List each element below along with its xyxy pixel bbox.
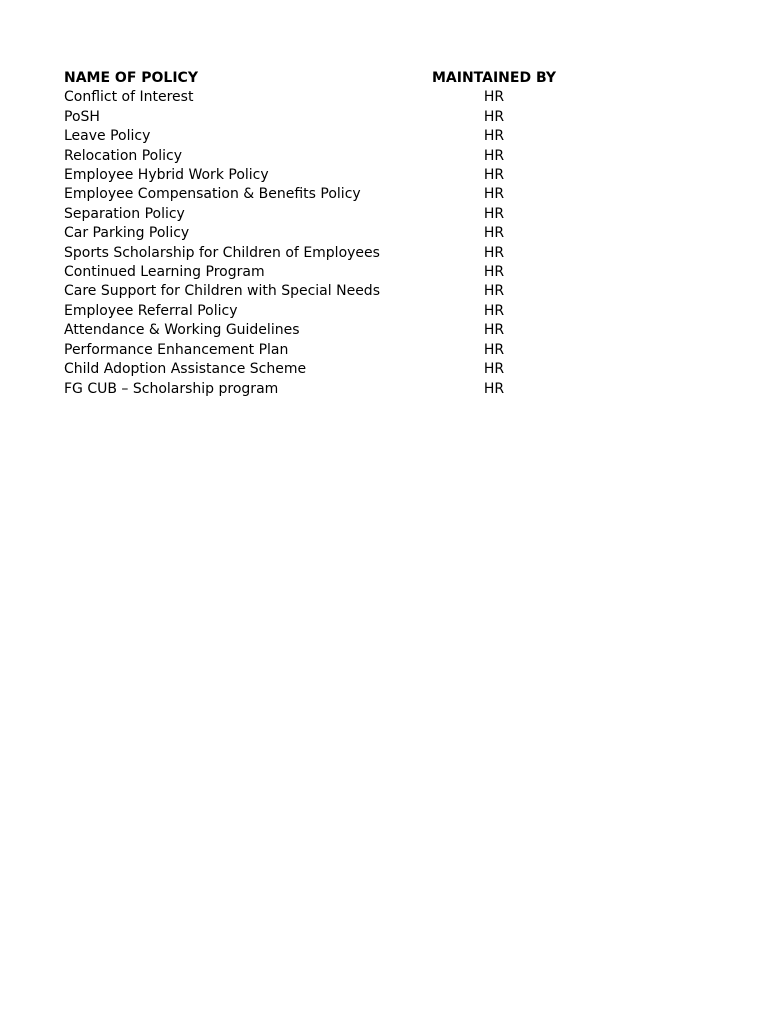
policy-name-cell: Continued Learning Program	[64, 264, 265, 281]
table-row	[64, 341, 564, 360]
policy-name-cell: Relocation Policy	[64, 147, 182, 164]
policy-name-cell: Performance Enhancement Plan	[64, 341, 289, 358]
policy-name-cell: Child Adoption Assistance Scheme	[64, 361, 307, 378]
policy-name-cell: PoSH	[64, 108, 100, 125]
table-row	[64, 127, 564, 146]
maintained-by-cell: HR	[483, 341, 505, 358]
policy-name-cell: Employee Referral Policy	[64, 302, 238, 319]
maintained-by-cell: HR	[483, 322, 505, 339]
maintained-by-cell: HR	[483, 302, 505, 319]
policy-name-cell: Sports Scholarship for Children of Employees	[64, 244, 380, 261]
maintained-by-cell: HR	[483, 205, 505, 222]
policy-name-cell: Separation Policy	[64, 205, 185, 222]
table-header-row	[64, 69, 564, 88]
maintained-by-cell: HR	[483, 89, 505, 106]
table-row	[64, 302, 564, 321]
table-row	[64, 88, 564, 107]
policy-name-cell: FG CUB – Scholarship program	[64, 380, 279, 397]
policy-name-cell: Employee Hybrid Work Policy	[64, 167, 269, 184]
table-row	[64, 321, 564, 340]
maintained-by-cell: HR	[483, 244, 505, 261]
table-row	[64, 263, 564, 282]
policy-name-cell: Care Support for Children with Special Needs	[64, 283, 380, 300]
maintained-by-cell: HR	[483, 283, 505, 300]
maintained-by-cell: HR	[483, 186, 505, 203]
table-body	[64, 88, 564, 399]
maintained-by-cell: HR	[483, 128, 505, 145]
policy-name-cell: Attendance & Working Guidelines	[64, 322, 300, 339]
table-row	[64, 166, 564, 185]
policy-table	[64, 69, 564, 399]
table-row	[64, 108, 564, 127]
header-name-of-policy: NAME OF POLICY	[64, 70, 198, 86]
table-row	[64, 360, 564, 379]
table-row	[64, 244, 564, 263]
policy-name-cell: Leave Policy	[64, 128, 151, 145]
table-row	[64, 282, 564, 301]
maintained-by-cell: HR	[483, 108, 505, 125]
maintained-by-cell: HR	[483, 167, 505, 184]
maintained-by-cell: HR	[483, 264, 505, 281]
header-maintained-by: MAINTAINED BY	[431, 70, 557, 86]
table-row	[64, 185, 564, 204]
maintained-by-cell: HR	[483, 225, 505, 242]
table-row	[64, 147, 564, 166]
maintained-by-cell: HR	[483, 147, 505, 164]
table-header	[64, 69, 564, 88]
policy-name-cell: Employee Compensation & Benefits Policy	[64, 186, 361, 203]
policy-name-cell: Conflict of Interest	[64, 89, 194, 106]
policy-name-cell: Car Parking Policy	[64, 225, 190, 242]
table-row	[64, 205, 564, 224]
maintained-by-cell: HR	[483, 361, 505, 378]
table-row	[64, 224, 564, 243]
maintained-by-cell: HR	[483, 380, 505, 397]
table-row	[64, 380, 564, 399]
